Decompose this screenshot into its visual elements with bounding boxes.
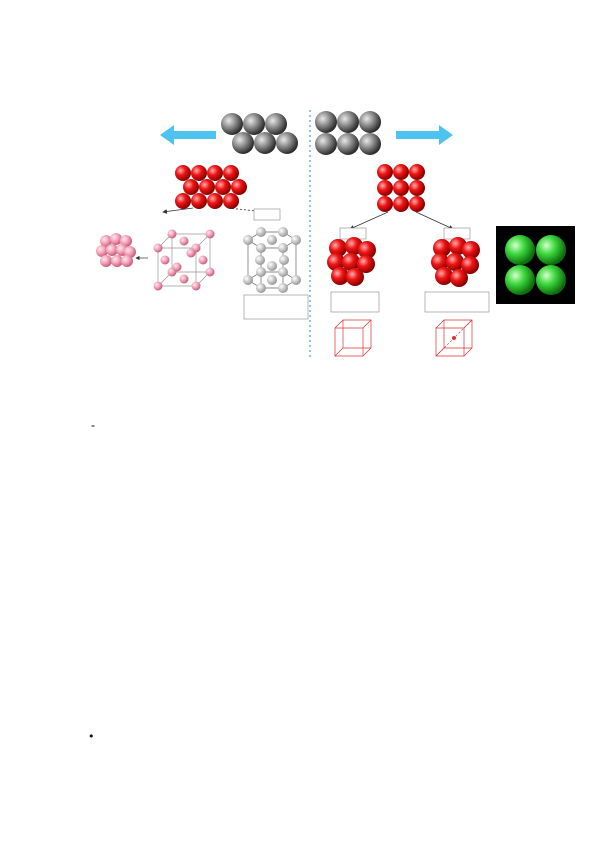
- noncompact-layer-red: [377, 164, 425, 212]
- bcc-block: [431, 237, 480, 287]
- point-defects-figure: [105, 609, 435, 733]
- sc-block: [327, 237, 376, 286]
- bullet-icon: •: [88, 730, 95, 743]
- packing-figure: [88, 90, 578, 362]
- compact-layer-red: [175, 165, 247, 209]
- fcc-cluster: [96, 233, 136, 267]
- noncompact-layer-grey: [315, 111, 381, 155]
- compact-layer-grey: [221, 113, 298, 154]
- arrow-right-icon: [396, 125, 453, 145]
- sc-unit-cell: [335, 320, 371, 356]
- cr-panel: [496, 226, 575, 304]
- arrow-left-icon: [160, 125, 216, 145]
